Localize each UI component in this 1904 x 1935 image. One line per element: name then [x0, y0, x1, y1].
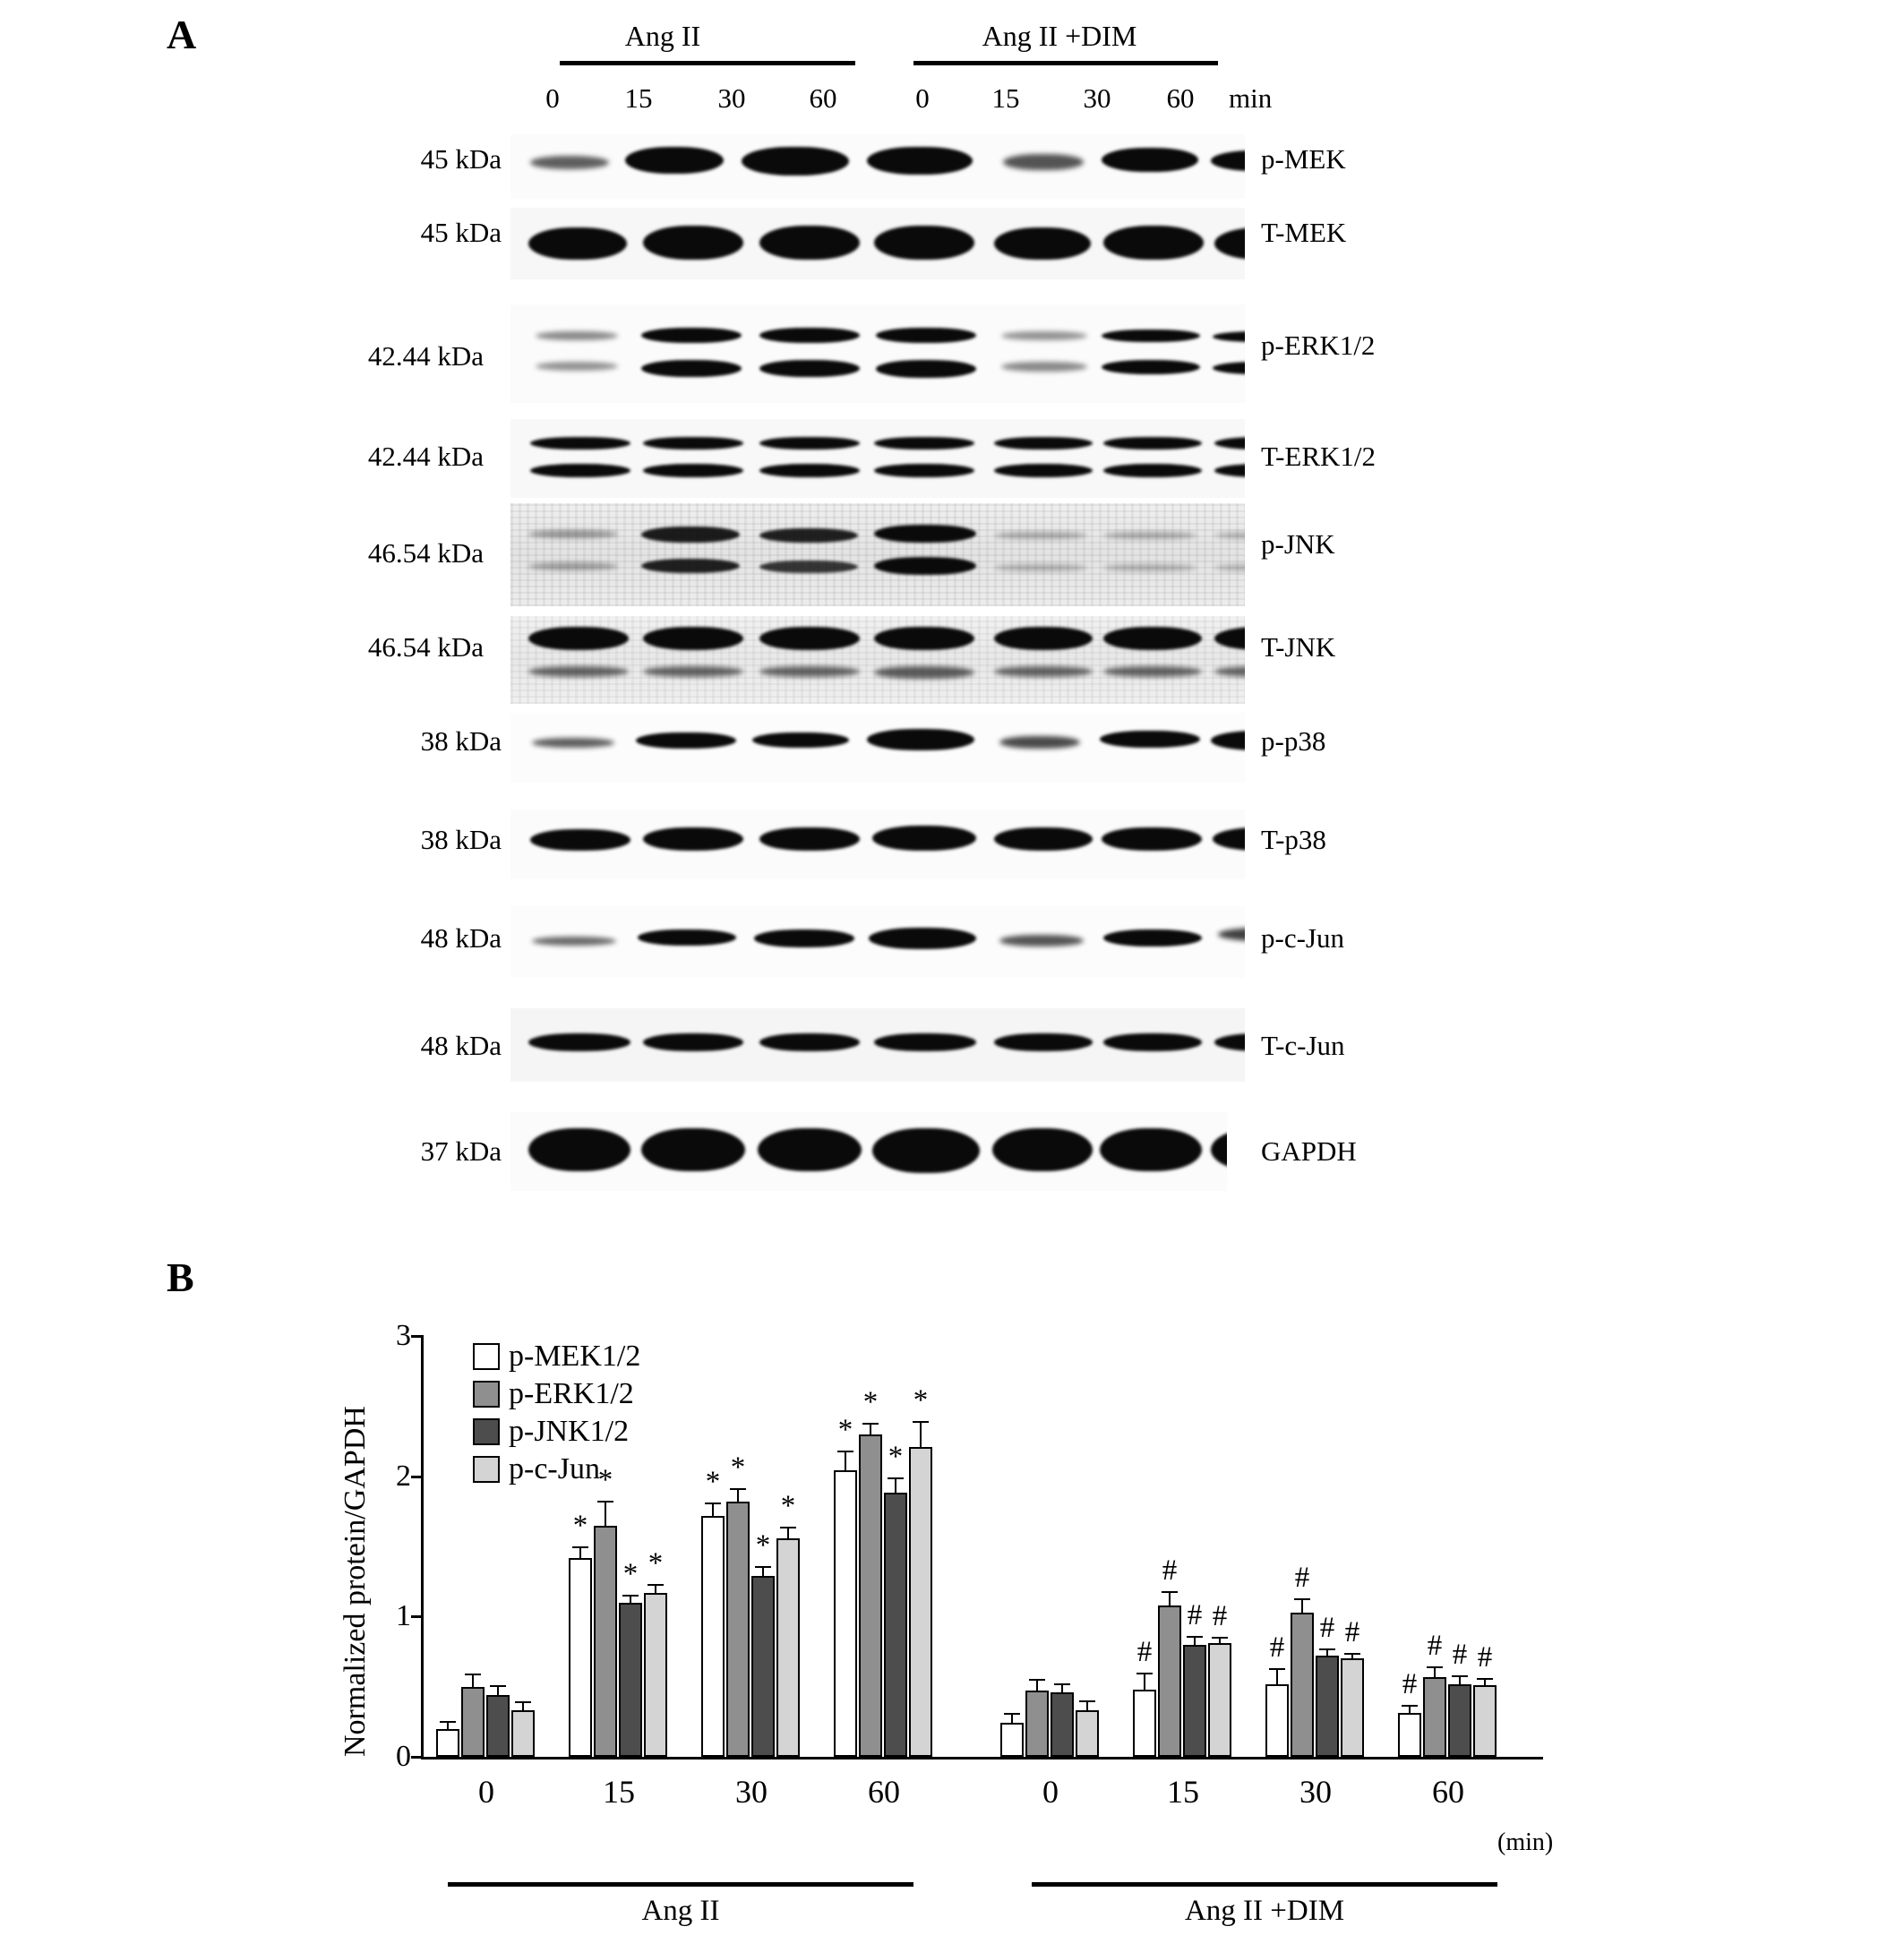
blot-mw-label: 42.44 kDa: [367, 441, 484, 472]
error-bar: [920, 1423, 922, 1447]
blot-row-t-mek: [510, 208, 1245, 279]
blot-mw-label: 46.54 kDa: [367, 631, 484, 663]
bar: [619, 1603, 642, 1757]
error-bar: [522, 1703, 524, 1710]
error-bar: [787, 1528, 789, 1538]
bar: [1025, 1691, 1049, 1757]
panel-b-bar-chart: [0, 1254, 1904, 1934]
error-bar-cap: [572, 1546, 588, 1548]
bar: [486, 1695, 510, 1757]
significance-mark: #: [1427, 1630, 1443, 1663]
blot-row-t-p38: [510, 809, 1245, 879]
bar: [1208, 1643, 1231, 1757]
error-bar: [1061, 1685, 1063, 1692]
bar: [1265, 1684, 1289, 1757]
bar: [1000, 1723, 1024, 1757]
significance-mark: *: [597, 1464, 613, 1497]
blot-protein-label: T-ERK1/2: [1261, 441, 1377, 472]
chart-group-bar-angii-dim: [1032, 1882, 1497, 1887]
bar: [644, 1593, 667, 1757]
blot-mw-label: 45 kDa: [420, 143, 502, 175]
panel-a-letter: A: [167, 12, 197, 57]
blot-row-p-jnk: [510, 503, 1245, 606]
blot-row-t-c-jun: [510, 1008, 1245, 1082]
error-bar-cap: [648, 1584, 664, 1586]
blot-mw-label: 42.44 kDa: [367, 340, 484, 372]
error-bar: [1036, 1681, 1038, 1691]
error-bar: [447, 1723, 449, 1728]
error-bar: [845, 1452, 846, 1470]
error-bar-cap: [1319, 1648, 1335, 1650]
blot-time-label: 0: [915, 82, 930, 114]
error-bar: [497, 1687, 499, 1695]
bar: [1448, 1684, 1471, 1757]
blot-row-p-erk: [510, 304, 1245, 403]
blot-protein-label: p-MEK: [1261, 143, 1346, 175]
error-bar: [1484, 1680, 1486, 1685]
bar: [1133, 1690, 1156, 1757]
significance-mark: *: [837, 1414, 853, 1447]
error-bar-cap: [1294, 1598, 1310, 1600]
significance-mark: *: [780, 1489, 796, 1522]
blot-mw-label: 38 kDa: [420, 725, 502, 757]
error-bar-cap: [597, 1501, 613, 1503]
significance-mark: *: [705, 1466, 721, 1498]
error-bar-cap: [1054, 1683, 1070, 1685]
legend-label: p-ERK1/2: [509, 1377, 634, 1410]
blot-time-label: 30: [1083, 82, 1111, 114]
bar: [701, 1516, 725, 1757]
y-tick-mark: [411, 1615, 424, 1618]
error-bar-cap: [1079, 1700, 1095, 1702]
blot-mw-label: 37 kDa: [420, 1135, 502, 1167]
significance-mark: #: [1477, 1640, 1493, 1674]
error-bar-cap: [622, 1595, 639, 1597]
error-bar-cap: [1162, 1591, 1178, 1593]
significance-mark: *: [572, 1509, 588, 1542]
bar: [884, 1493, 907, 1757]
plot-area: [396, 1319, 1543, 1810]
blot-time-label: 60: [809, 82, 837, 114]
error-bar: [870, 1425, 871, 1434]
bar: [436, 1729, 459, 1757]
significance-mark: #: [1269, 1631, 1285, 1664]
error-bar: [1219, 1639, 1221, 1643]
chart-group-label-angii: Ang II: [641, 1895, 720, 1927]
bar: [776, 1538, 800, 1757]
error-bar: [737, 1490, 739, 1502]
legend-label: p-c-Jun: [509, 1452, 600, 1485]
blot-time-label: 15: [991, 82, 1020, 114]
significance-mark: *: [622, 1558, 639, 1591]
blot-group-label-angii: Ang II: [624, 20, 701, 52]
error-bar: [895, 1479, 896, 1494]
x-axis-unit-label: (min): [1497, 1828, 1554, 1856]
significance-mark: #: [1452, 1638, 1468, 1671]
significance-mark: #: [1319, 1611, 1335, 1644]
error-bar: [1459, 1677, 1461, 1684]
blot-protein-label: T-p38: [1261, 824, 1326, 855]
error-bar: [1301, 1600, 1303, 1613]
error-bar-cap: [515, 1701, 531, 1703]
blot-time-label: 60: [1166, 82, 1195, 114]
error-bar-cap: [755, 1566, 771, 1568]
bar: [511, 1710, 535, 1757]
error-bar: [1086, 1702, 1088, 1710]
error-bar: [472, 1675, 474, 1687]
y-tick-label: 3: [396, 1319, 411, 1352]
error-bar: [1409, 1707, 1411, 1714]
significance-mark: *: [755, 1528, 771, 1562]
significance-mark: #: [1187, 1598, 1203, 1631]
error-bar: [1144, 1674, 1145, 1690]
y-tick-mark: [411, 1476, 424, 1478]
bar: [1076, 1710, 1099, 1757]
blot-group-bar-angii: [560, 61, 855, 65]
blot-row-p-mek: [510, 134, 1245, 199]
bar: [461, 1687, 485, 1757]
y-tick-label: 1: [396, 1599, 411, 1632]
blot-protein-label: p-ERK1/2: [1261, 330, 1376, 361]
blot-mw-label: 48 kDa: [420, 1030, 502, 1061]
x-tick-label: 0: [478, 1774, 494, 1810]
error-bar-cap: [837, 1451, 853, 1452]
blot-protein-label: p-c-Jun: [1261, 922, 1344, 954]
x-tick-label: 60: [1432, 1774, 1464, 1810]
bar: [834, 1470, 857, 1757]
error-bar: [1194, 1638, 1196, 1645]
error-bar-cap: [1004, 1713, 1020, 1715]
significance-mark: *: [888, 1440, 904, 1473]
bar: [751, 1576, 775, 1757]
legend-label: p-MEK1/2: [509, 1340, 641, 1373]
blot-protein-label: T-c-Jun: [1261, 1030, 1345, 1061]
error-bar: [762, 1568, 764, 1576]
error-bar: [1326, 1650, 1328, 1656]
error-bar-cap: [913, 1421, 929, 1423]
error-bar-cap: [1212, 1637, 1228, 1639]
y-tick-label: 2: [396, 1460, 411, 1493]
bar: [1423, 1677, 1446, 1757]
blot-mw-label: 48 kDa: [420, 922, 502, 954]
bar: [569, 1558, 592, 1757]
blot-protein-label: p-p38: [1261, 725, 1326, 757]
y-axis-label: Normalized protein/GAPDH: [339, 1406, 372, 1757]
blot-row-gapdh: [510, 1112, 1227, 1191]
bar: [1473, 1685, 1497, 1757]
error-bar-cap: [440, 1721, 456, 1723]
panel-b-letter: B: [167, 1254, 194, 1300]
blot-protein-label: GAPDH: [1261, 1135, 1357, 1167]
blot-group-label-angii-dim: Ang II +DIM: [982, 20, 1137, 52]
legend-label: p-JNK1/2: [509, 1415, 630, 1448]
error-bar-cap: [1344, 1653, 1360, 1655]
significance-mark: #: [1136, 1635, 1153, 1668]
significance-mark: *: [913, 1384, 929, 1417]
error-bar-cap: [1402, 1705, 1418, 1707]
bar: [1316, 1656, 1339, 1757]
blot-mw-label: 45 kDa: [420, 217, 502, 248]
error-bar-cap: [1136, 1673, 1153, 1674]
y-tick-label: 0: [396, 1740, 411, 1773]
significance-mark: *: [648, 1546, 664, 1580]
blot-time-label: 15: [624, 82, 653, 114]
blot-row-p-p38: [510, 713, 1245, 783]
significance-mark: #: [1162, 1554, 1178, 1587]
significance-mark: *: [862, 1385, 879, 1418]
blot-protein-label: p-JNK: [1261, 528, 1335, 560]
bar: [859, 1434, 882, 1757]
blot-time-label: 30: [717, 82, 746, 114]
error-bar-cap: [1477, 1678, 1493, 1680]
significance-mark: *: [730, 1451, 746, 1485]
bar: [1398, 1713, 1421, 1757]
error-bar: [630, 1597, 631, 1602]
y-tick-mark: [411, 1756, 424, 1759]
error-bar: [605, 1503, 606, 1525]
blot-row-t-jnk: [510, 616, 1245, 704]
error-bar: [1169, 1593, 1171, 1605]
error-bar-cap: [730, 1488, 746, 1490]
error-bar-cap: [862, 1423, 879, 1425]
blot-group-bar-angii-dim: [913, 61, 1218, 65]
blot-time-label: 0: [545, 82, 560, 114]
chart-group-bar-angii: [448, 1882, 913, 1887]
error-bar-cap: [490, 1685, 506, 1687]
significance-mark: #: [1294, 1561, 1310, 1594]
error-bar-cap: [1427, 1666, 1443, 1668]
significance-mark: #: [1212, 1600, 1228, 1633]
bar: [1183, 1645, 1206, 1757]
error-bar-cap: [1029, 1679, 1045, 1681]
blot-protein-label: T-JNK: [1261, 631, 1336, 663]
bar: [1051, 1692, 1074, 1757]
error-bar-cap: [705, 1503, 721, 1504]
error-bar: [712, 1504, 714, 1516]
blot-mw-label: 38 kDa: [420, 824, 502, 855]
error-bar: [1434, 1668, 1436, 1676]
x-tick-label: 60: [868, 1774, 900, 1810]
error-bar-cap: [465, 1674, 481, 1675]
x-tick-label: 30: [1299, 1774, 1332, 1810]
chart-group-label-angii-dim: Ang II +DIM: [1184, 1895, 1345, 1927]
bar: [1341, 1658, 1364, 1757]
blot-protein-label: T-MEK: [1261, 217, 1347, 248]
y-tick-mark: [411, 1335, 424, 1338]
error-bar: [1276, 1670, 1278, 1684]
error-bar: [655, 1586, 656, 1593]
error-bar: [1011, 1715, 1013, 1723]
x-tick-label: 15: [603, 1774, 635, 1810]
error-bar: [1351, 1655, 1353, 1659]
error-bar-cap: [1269, 1668, 1285, 1670]
x-tick-label: 0: [1042, 1774, 1059, 1810]
error-bar-cap: [888, 1477, 904, 1479]
x-tick-label: 30: [735, 1774, 768, 1810]
error-bar: [579, 1548, 581, 1558]
x-tick-label: 15: [1167, 1774, 1199, 1810]
error-bar-cap: [780, 1527, 796, 1528]
bar: [909, 1447, 932, 1757]
error-bar-cap: [1452, 1675, 1468, 1677]
significance-mark: #: [1402, 1667, 1418, 1700]
blot-mw-label: 46.54 kDa: [367, 537, 484, 569]
significance-mark: #: [1344, 1615, 1360, 1648]
blot-time-unit: min: [1229, 82, 1273, 114]
blot-row-p-c-jun: [510, 906, 1245, 978]
error-bar-cap: [1187, 1636, 1203, 1638]
blot-row-t-erk: [510, 419, 1245, 498]
